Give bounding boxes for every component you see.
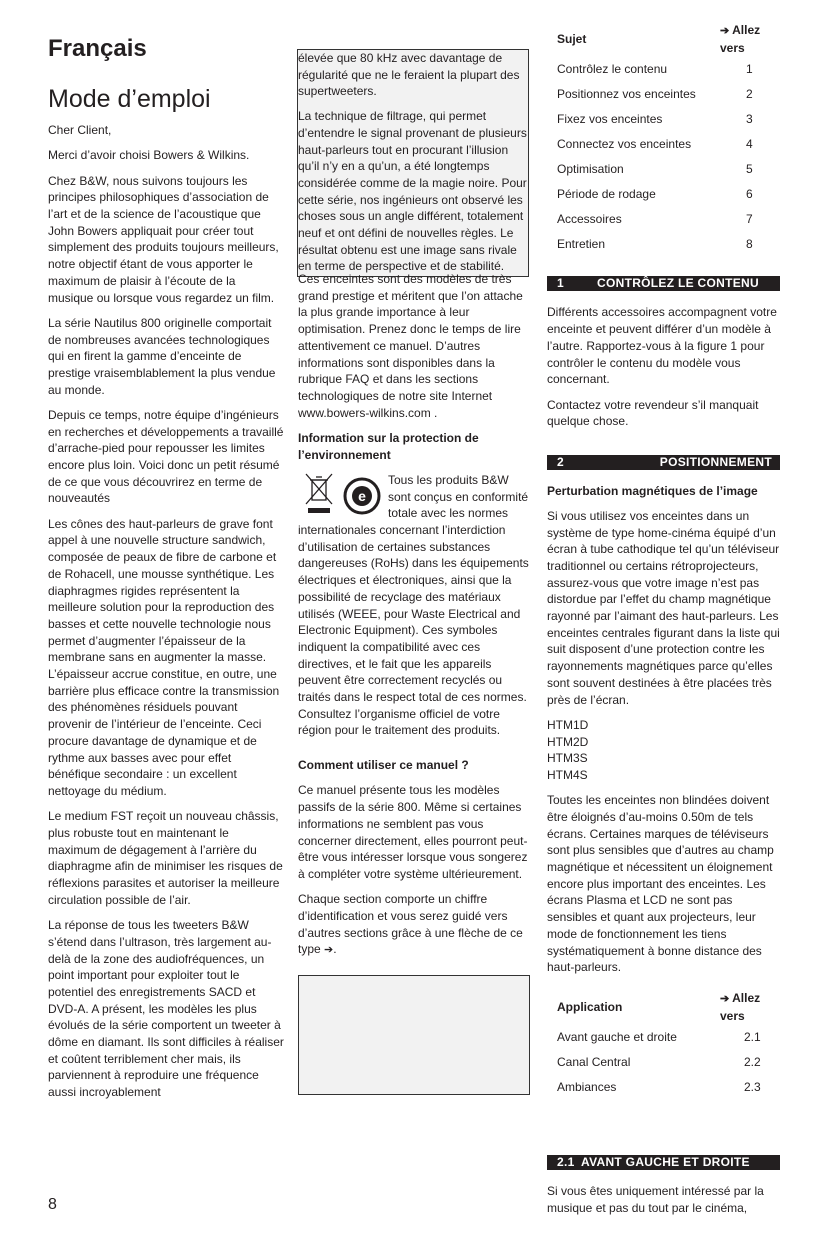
paragraph: Ces enceintes sont des modèles de très grand prestige et méritent que l’on attache la plus grande importance à leur optimisation. Prenez donc le temps de lire attentivement ce manuel. D’autres informations sont disponibles dans la rubrique FAQ et dans les sections technologiques de notre site Internet www.bowers-wilkins.com . bbox=[298, 272, 523, 420]
paragraph: Si vous êtes uniquement intéressé par la musique et pas du tout par le cinéma, bbox=[547, 1184, 764, 1216]
manual-text: Chaque section comporte un chiffre d’identification et vous serez guidé vers d’autres sections grâce à une flèche de ce type bbox=[298, 892, 523, 957]
weee-bin-icon bbox=[298, 472, 388, 520]
column-2 bbox=[298, 50, 534, 1095]
table-row: Connectez vos enceintes 4 bbox=[557, 136, 753, 151]
list-item: HTM1D bbox=[547, 717, 589, 732]
table-row: Accessoires 7 bbox=[557, 211, 753, 226]
app-header bbox=[547, 990, 780, 1024]
paragraph: Différents accessoires accompagnent votre enceinte et peuvent différer d’un modèle à l’autre. Rapportez-vous à la figure 1 pour contrôler le contenu du modèle vous concernant. bbox=[547, 305, 777, 387]
paragraph: Les cônes des haut-parleurs de grave font appel à une nouvelle structure sandwich, composée de peaux de fibre de carbone et de Rohacell, une mousse synthétique. Les diaphragmes rigides représentent la meilleure solution pour la reproduction des basses et cette nouvelle technologie nous permet d’augmenter l’épaisseur de la membrane sans en augmenter la masse. L’épaisseur accrue constitue, en outre, une barrière plus efficace contre la transmission des phénomènes résiduels pouvant provenir de l’intérieur de l’enceinte. Ceci procure davantage de dynamique et de rythme aux basses avec pour effet bénéfique secondaire : un excellent nettoyage du médium. bbox=[48, 516, 280, 798]
paragraph: Depuis ce temps, notre équipe d’ingénieurs en recherches et développements a travaillé d’arrache-pied pour repousser les limites encore plus loin. Voici donc un petit résumé de ce que vous découvrirez en terme de nouveautés bbox=[48, 407, 284, 506]
paragraph: La technique de filtrage, qui permet d’entendre le signal provenant de plusieurs haut-parleurs tout en procurant l’illusion qu’il n’y en a qu’un, a été longtemps considérée comme de la magie noire. Pour cette série, nos ingénieurs ont observé les choses sous un angle différent, totalement neuf et ont défini de nouvelles règles. Le résultat obtenu est une image sans rivale en terme de perspective et de stabilité. bbox=[298, 109, 527, 274]
svg-text:e: e bbox=[358, 487, 366, 504]
paragraph: Toutes les enceintes non blindées doivent être éloignés d’au-moins 0.50m de tels écrans. Certaines marques de téléviseurs sont plus sensibles que d’autres au champ magnétique et nécessitent un éloignement encore plus important des enceintes. Les écrans Plasma et LCD ne sont pas sensibles et quant aux projecteurs, leur mode de fonctionnement les tiens systématiquement à bonne distance des haut-parleurs. bbox=[547, 793, 774, 975]
paragraph: Si vous utilisez vos enceintes dans un système de type home-cinéma équipé d’un écran à tube cathodique tel qu’un téléviseur traditionnel ou certains rétroprojecteurs, assurez-vous que votre image n’est pas distordue par l’effet du champ magnétique rayonné par l’aimant des haut-parleurs. Les enceintes centrales figurant dans la liste qui suit disposent d’une protection contre les rayonnements magnétiques parce qu’elles sont souvent destinées à être placées très près de l’écran. bbox=[547, 508, 780, 707]
table-row: Période de rodage 6 bbox=[557, 186, 753, 201]
toc-header bbox=[547, 22, 780, 56]
paragraph: Merci d’avoir choisi Bowers & Wilkins. bbox=[48, 148, 250, 163]
page-title: Mode d’emploi bbox=[48, 85, 211, 113]
column-3 bbox=[547, 22, 780, 1225]
paragraph: Ce manuel présente tous les modèles passifs de la série 800. Même si certaines informations ne semblent pas vous concerner directement, elles pourront peut-être vous intéresser lorsque vous songerez à compléter votre système ultérieurement. bbox=[298, 783, 528, 881]
subheading: Perturbation magnétiques de l’image bbox=[547, 483, 758, 498]
table-row: Fixez vos enceintes 3 bbox=[557, 111, 753, 126]
arrow-icon: ➔ bbox=[324, 944, 334, 957]
table-row: Canal Central 2.2 bbox=[557, 1054, 761, 1069]
toc-header-goto: ➔ Allez vers bbox=[720, 23, 761, 55]
paragraph: Contactez votre revendeur s’il manquait quelque chose. bbox=[547, 397, 759, 429]
table-row: Ambiances 2.3 bbox=[557, 1079, 761, 1094]
paragraph: Tous les produits B&W sont conçus en conformité totale avec les normes internationales concernant l’interdiction d’utilisation de certaines substances dangereuses (RoHs) dans les équipements électriques et électroniques, ainsi que la possibilité de recyclage des matériaux utilisés (WEEE, pour Waste Electrical and Electronic Equipment). Ces symboles indiquent la compatibilité avec ces directives, et le fait que les appareils peuvent être correctement recyclés ou traités dans le respect total de ces normes. Consultez l’organisme officiel de votre région pour le traitement des produits. bbox=[298, 472, 529, 738]
section-bar-2-1: 2.1 AVANT GAUCHE ET DROITE bbox=[547, 1155, 780, 1170]
toc-header-subject: Sujet bbox=[557, 31, 587, 46]
section-bar-1: 1 CONTRÔLEZ LE CONTENU bbox=[547, 276, 780, 291]
page-number: 8 bbox=[48, 1196, 57, 1213]
manual-heading: Comment utiliser ce manuel ? bbox=[298, 758, 469, 773]
section-bar-2: 2 POSITIONNEMENT bbox=[547, 455, 780, 470]
list-item: HTM4S bbox=[547, 767, 588, 782]
table-row: Contrôlez le contenu 1 bbox=[557, 61, 753, 76]
environment-block bbox=[298, 472, 534, 739]
paragraph: Chez B&W, nous suivons toujours les principes philosophiques d’association de l’art et de la science de l’acoustique que John Bowers appliquait pour créer tout simplement des produits toujours meilleurs, notre objectif étant de vous apporter le maximum de plaisir à l’écoute de la musique ou lorsque vous regardez un film. bbox=[48, 173, 279, 305]
table-row: Optimisation 5 bbox=[557, 161, 753, 176]
environment-heading: Information sur la protection de l’environnement bbox=[298, 430, 479, 462]
table-row: Avant gauche et droite 2.1 bbox=[557, 1029, 761, 1044]
language-heading: Français bbox=[48, 35, 147, 62]
shaded-text-box bbox=[297, 49, 529, 277]
column-1 bbox=[48, 34, 284, 1109]
paragraph: Cher Client, bbox=[48, 123, 112, 137]
paragraph: élevée que 80 kHz avec davantage de régularité que ne le feraient la plupart des supertweeters. bbox=[298, 51, 520, 99]
table-row: Entretien 8 bbox=[557, 236, 753, 251]
rohs-recycle-icon bbox=[345, 479, 379, 513]
app-header-goto: ➔ Allez vers bbox=[720, 990, 761, 1023]
empty-shaded-box bbox=[298, 975, 530, 1095]
arrow-icon: ➔ bbox=[720, 992, 730, 1005]
environment-icons bbox=[298, 472, 388, 522]
paragraph: Le medium FST reçoit un nouveau châssis, plus robuste tout en maintenant le maximum de dégagement à l’arrière du diaphragme afin de minimiser les risques de réflexions parasites et autoriser la meilleure circulation possible de l’air. bbox=[48, 809, 283, 907]
paragraph: La réponse de tous les tweeters B&W s’étend dans l’ultrason, très largement au-delà de la zone des audiofréquences, un point important pour exploiter tout le potentiel des enregistrements SACD et DVD-A. A présent, les modèles les plus évolués de la série comportent un tweeter à dôme en diamant. Ils sont difficiles à réaliser et coûtent terriblement cher mais, ils parviennent à reproduire une fréquence aussi incroyablement bbox=[48, 918, 284, 1100]
table-row: Positionnez vos enceintes 2 bbox=[557, 86, 753, 101]
model-list bbox=[547, 717, 780, 784]
application-table bbox=[547, 990, 780, 1099]
arrow-icon: ➔ bbox=[720, 25, 730, 37]
paragraph: La série Nautilus 800 originelle comportait de nombreuses avancées technologiques qui en firent la gamme d’enceinte de prestige vraisemblablement la plus vendue au monde. bbox=[48, 315, 276, 397]
paragraph bbox=[298, 891, 534, 959]
list-item: HTM3S bbox=[547, 751, 588, 766]
toc-table bbox=[547, 22, 780, 256]
list-item: HTM2D bbox=[547, 734, 589, 749]
app-header-application: Application bbox=[557, 999, 623, 1014]
manual-text-end: . bbox=[333, 942, 337, 957]
